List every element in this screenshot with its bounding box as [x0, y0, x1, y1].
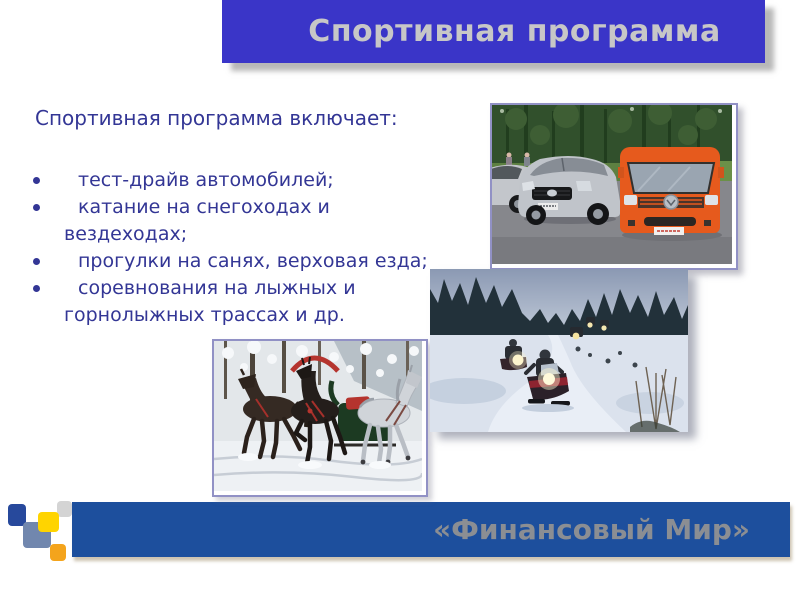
list-item — [30, 275, 454, 329]
list-item — [30, 248, 454, 275]
bullet-text: вездеходах; — [64, 223, 188, 245]
page-title: Спортивная программа — [308, 14, 721, 49]
decor-square-yellow — [38, 512, 59, 532]
bullet-dot-icon — [33, 258, 40, 265]
bullet-text: тест-драйв автомобилей; — [78, 169, 334, 191]
bullet-dot-icon — [33, 177, 40, 184]
list-item — [30, 167, 454, 194]
photo-horse-sleigh — [212, 339, 428, 497]
horse-sleigh-photo-graphic — [214, 341, 422, 491]
bullet-list — [30, 167, 454, 329]
bullet-dot-icon — [33, 204, 40, 211]
bullet-text: прогулки на санях, верховая езда; — [78, 250, 428, 272]
cars-photo-graphic — [492, 105, 732, 264]
list-item — [30, 194, 454, 248]
orange-van — [618, 147, 724, 241]
photo-cars — [490, 103, 738, 270]
bullet-text: соревнования на лыжных и — [78, 277, 356, 299]
bullet-text: катание на снегоходах и — [78, 196, 330, 218]
decor-square-orange — [50, 544, 66, 561]
silver-suv — [518, 156, 620, 225]
decor-square-gray — [57, 501, 72, 517]
bullet-dot-icon — [33, 285, 40, 292]
footer-bar — [72, 502, 790, 557]
snowmobiles-photo-graphic — [430, 269, 688, 432]
company-name: «Финансовый Мир» — [433, 513, 750, 546]
title-banner — [222, 0, 765, 63]
intro-text: Спортивная программа включает: — [35, 106, 398, 130]
photo-snowmobiles — [430, 269, 688, 432]
bullet-text: горнолыжных трассах и др. — [64, 304, 345, 326]
